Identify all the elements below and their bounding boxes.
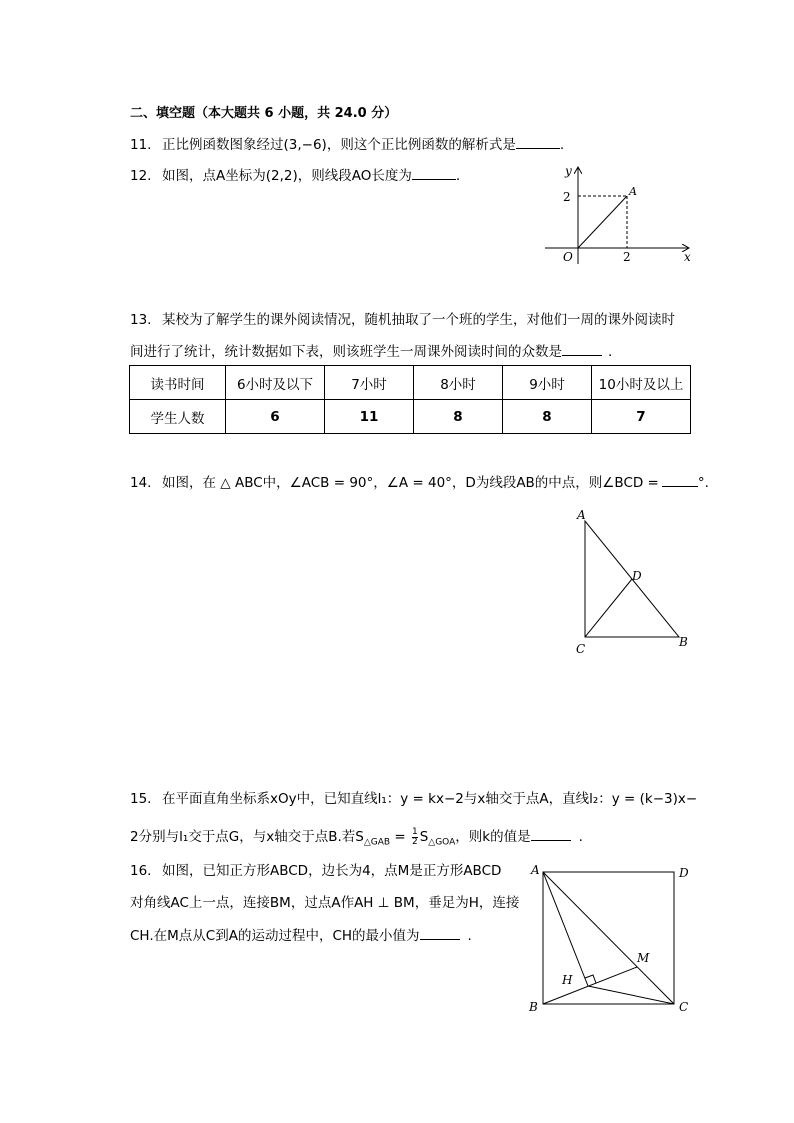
- vertex-c-label: C: [576, 642, 586, 655]
- point-d-label: D: [632, 569, 642, 583]
- x-tick-label: 2: [623, 250, 631, 264]
- q14-triangle-figure: [570, 505, 700, 655]
- question-end: .: [455, 168, 461, 184]
- vertex-d-label: D: [679, 866, 689, 880]
- table-header-row: [130, 366, 691, 400]
- equals-sign: =: [390, 829, 410, 845]
- table-cell: 9小时: [503, 366, 592, 400]
- question-text: ，则k的值是: [455, 829, 531, 845]
- question-text: 对角线AC上一点，连接BM，过点A作AH ⊥ BM，垂足为H，连接: [130, 895, 520, 911]
- table-cell: 学生人数: [130, 400, 226, 434]
- segment-bm: [543, 967, 637, 1004]
- question-14: [130, 472, 709, 493]
- point-m-label: M: [637, 951, 650, 965]
- area-subscript: △GOA: [428, 837, 456, 848]
- question-text: 如图，点A坐标为(2,2)，则线段AO长度为: [162, 168, 412, 184]
- question-number: 12.: [130, 168, 152, 184]
- table-cell: 11: [325, 400, 414, 434]
- question-16-line-2: [130, 893, 519, 913]
- reading-time-table: [129, 365, 691, 434]
- question-end: .: [559, 137, 565, 153]
- question-number: 13.: [130, 312, 152, 328]
- question-16-line-1: [130, 861, 501, 881]
- question-end: .: [467, 928, 472, 944]
- vertex-b-label: B: [529, 1000, 538, 1014]
- question-text: CH.在M点从C到A的运动过程中，CH的最小值为: [130, 928, 420, 944]
- question-number: 11.: [130, 137, 152, 153]
- vertex-c-label: C: [679, 1000, 689, 1014]
- point-h-label: H: [562, 973, 573, 987]
- table-cell: 8: [503, 400, 592, 434]
- area-subscript: △GAB: [363, 837, 391, 848]
- question-11: [130, 134, 564, 155]
- answer-blank[interactable]: [662, 472, 698, 487]
- answer-blank[interactable]: [420, 925, 460, 940]
- question-text: 某校为了解学生的课外阅读情况，随机抽取了一个班的学生，对他们一周的课外阅读时: [162, 312, 675, 328]
- answer-blank[interactable]: [562, 341, 602, 356]
- fraction-denominator: 2: [411, 836, 418, 847]
- question-13-line-2: [130, 341, 612, 362]
- point-a-label: A: [629, 185, 637, 198]
- question-text: 如图，已知正方形ABCD，边长为4，点M是正方形ABCD: [162, 863, 502, 879]
- question-text: 2分别与l₁交于点G，与x轴交于点B.若S: [130, 829, 364, 845]
- question-number: 16.: [130, 863, 152, 879]
- question-number: 15.: [130, 791, 152, 807]
- vertex-b-label: B: [679, 635, 688, 649]
- table-cell: 6: [226, 400, 325, 434]
- table-cell: 8小时: [414, 366, 503, 400]
- q12-coordinate-figure: [540, 160, 700, 270]
- question-end: .: [578, 829, 583, 845]
- table-cell: 读书时间: [130, 366, 226, 400]
- question-15-line-2: [130, 826, 583, 853]
- segment-cd: [585, 579, 632, 637]
- section-title: 二、填空题（本大题共 6 小题，共 24.0 分）: [130, 106, 398, 121]
- question-12: [130, 165, 460, 186]
- segment-ah: [543, 872, 588, 986]
- fraction: [412, 828, 418, 847]
- x-axis-label: x: [684, 250, 691, 264]
- vertex-a-label: A: [531, 863, 540, 877]
- origin-label: O: [563, 250, 573, 264]
- question-16-line-3: [130, 925, 472, 946]
- table-cell: 10小时及以上: [592, 366, 691, 400]
- question-end: °.: [697, 475, 709, 491]
- question-15-line-1: [130, 789, 697, 809]
- table-row: [130, 400, 691, 434]
- y-axis-label: y: [565, 164, 572, 178]
- question-text: 如图，在 △ ABC中，∠ACB = 90°，∠A = 40°，D为线段AB的中点，则∠BCD =: [162, 475, 659, 491]
- answer-blank[interactable]: [516, 134, 560, 149]
- question-end: .: [608, 344, 613, 360]
- question-text: 间进行了统计，统计数据如下表，则该班学生一周课外阅读时间的众数是: [130, 344, 562, 360]
- table-cell: 6小时及以下: [226, 366, 325, 400]
- question-text: 在平面直角坐标系xOy中，已知直线l₁：y = kx−2与x轴交于点A，直线l₂：y = (k−3)x−: [162, 791, 698, 807]
- fraction-numerator: 1: [411, 826, 418, 837]
- area-symbol: S: [419, 829, 429, 845]
- segment-ao: [578, 196, 627, 248]
- q16-square-figure: [525, 860, 700, 1020]
- vertex-a-label: A: [577, 508, 586, 522]
- question-number: 14.: [130, 475, 152, 491]
- y-tick-label: 2: [563, 190, 571, 204]
- table-cell: 8: [414, 400, 503, 434]
- answer-blank[interactable]: [412, 165, 456, 180]
- table-cell: 7: [592, 400, 691, 434]
- segment-ch: [588, 986, 674, 1004]
- question-13-line-1: [130, 310, 675, 330]
- answer-blank[interactable]: [531, 826, 571, 841]
- question-text: 正比例函数图象经过(3,−6)，则这个正比例函数的解析式是: [162, 137, 516, 153]
- table-cell: 7小时: [325, 366, 414, 400]
